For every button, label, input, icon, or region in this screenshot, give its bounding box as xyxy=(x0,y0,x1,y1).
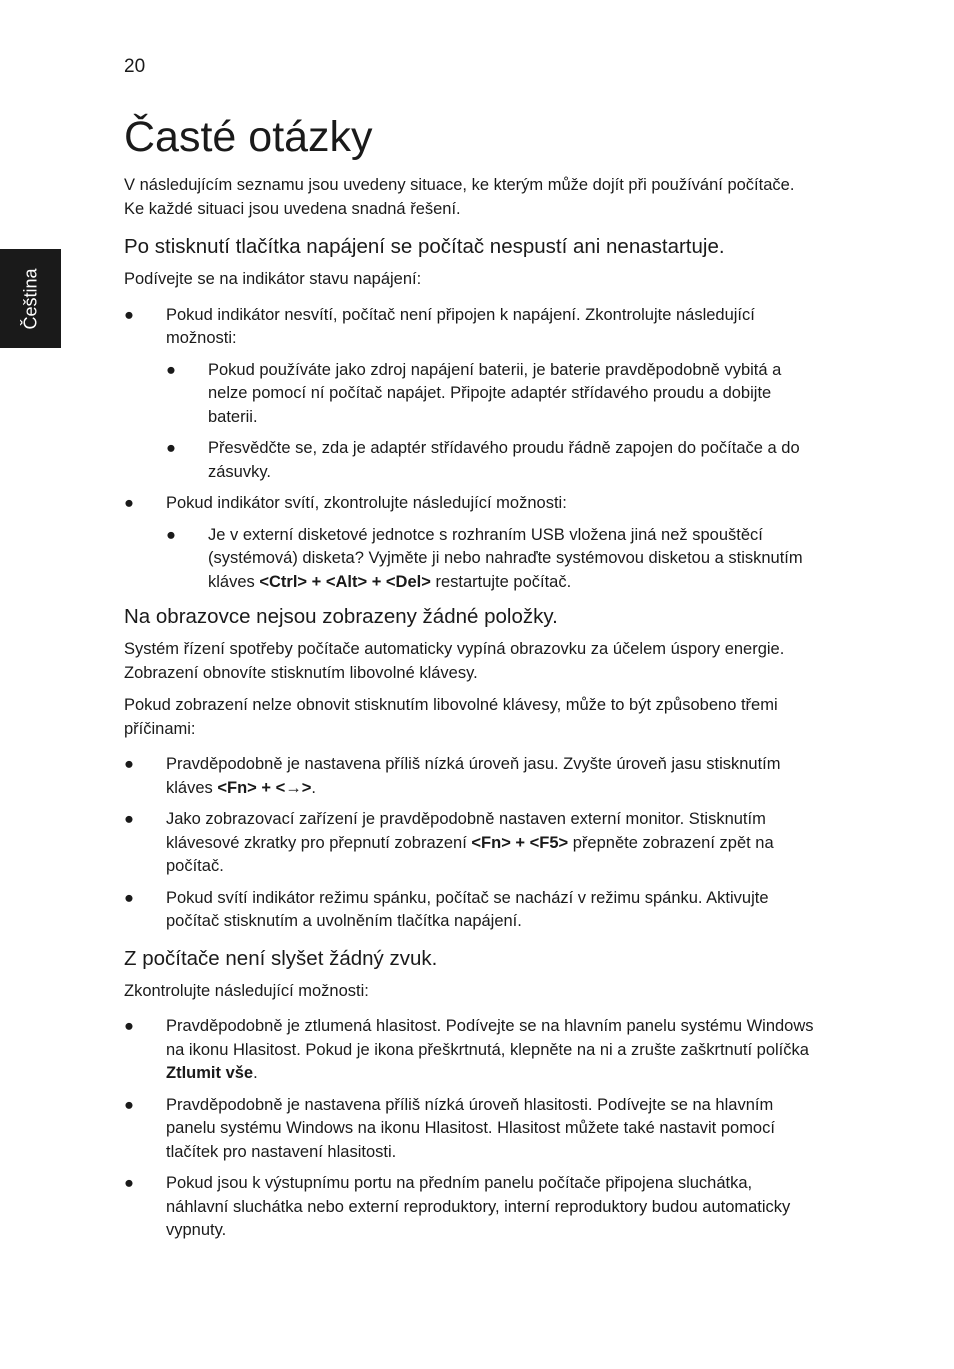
bullet-icon: ● xyxy=(124,494,134,512)
ui-label-mute-all: Ztlumit vše xyxy=(166,1064,254,1082)
page-title: Časté otázky xyxy=(124,113,373,161)
bullet-icon: ● xyxy=(124,810,134,828)
language-tab xyxy=(0,249,61,348)
key-combo: <Fn> + <→> xyxy=(217,778,312,797)
bullet-icon: ● xyxy=(166,360,176,379)
bullet-list xyxy=(124,304,814,595)
bullet-icon: ● xyxy=(124,888,134,907)
section-heading-display: Na obrazovce nejsou zobrazeny žádné položky. xyxy=(124,605,558,628)
intro-paragraph: V následujícím seznamu jsou uvedeny situace, ke kterým může dojít při používání počítače. Ke každé situaci jsou uvedena snadná řešení. xyxy=(124,176,795,218)
list-item: ● Je v externí disketové jednotce s rozhraním USB vložena jiná než spouštěcí (systémová) disketa? Vyjměte ji nebo nahraďte systémovou disketou a stisknutím kláves <Ctrl> + <Alt> + <Del> restartujte počítač. xyxy=(166,525,803,591)
sub-bullet-list xyxy=(166,524,814,595)
language-tab-label: Čeština xyxy=(20,267,40,330)
list-item: ● Pravděpodobně je nastavena příliš nízká úroveň jasu. Zvyšte úroveň jasu stisknutím kláves <Fn> + <→>. xyxy=(124,755,781,797)
list-item: ● Pokud svítí indikátor režimu spánku, počítač se nachází v režimu spánku. Aktivujte počítač stisknutím a uvolněním tlačítka napájení. xyxy=(124,888,769,930)
bullet-icon: ● xyxy=(166,525,176,544)
section-heading-sound: Z počítače není slyšet žádný zvuk. xyxy=(124,946,438,970)
bullet-list xyxy=(124,1015,814,1243)
list-item: ● Pokud indikátor svítí, zkontrolujte následující možnosti: ● Je v externí disketové jednotce s rozhraním USB vložena jiná než spouštěcí (systémová) disketa? Vyjměte ji nebo nahraďte systémovou disketou a stisknutím kláves <Ctrl> + <Alt> + <Del> restartujte počítač. xyxy=(124,492,814,594)
section-lead: Podívejte se na indikátor stavu napájení: xyxy=(124,270,422,288)
bullet-icon: ● xyxy=(124,755,134,773)
list-item: ● Přesvědčte se, zda je adaptér střídavého proudu řádně zapojen do počítače a do zásuvky. xyxy=(166,439,800,481)
key-combo: <Fn> + <F5> xyxy=(471,833,569,852)
section-paragraph: Systém řízení spotřeby počítače automaticky vypíná obrazovku za účelem úspory energie. Zobrazení obnovíte stisknutím libovolné klávesy. xyxy=(124,640,785,682)
list-item: ● Pokud používáte jako zdroj napájení baterii, je baterie pravděpodobně vybitá a nelze pomocí ní počítač napájet. Připojte adaptér střídavého proudu a dobijte baterii. xyxy=(166,360,782,426)
bullet-icon: ● xyxy=(124,1095,134,1114)
list-item: ● Jako zobrazovací zařízení je pravděpodobně nastaven externí monitor. Stisknutím klávesové zkratky pro přepnutí zobrazení <Fn> + <F5> přepněte zobrazení zpět na počítač. xyxy=(124,810,774,875)
page-content xyxy=(124,110,814,1251)
list-item: ● Pravděpodobně je ztlumená hlasitost. Podívejte se na hlavním panelu systému Windows na ikonu Hlasitost. Pokud je ikona přeškrtnutá, klepněte na ni a zrušte zaškrtnutí políčka Ztlumit vše. xyxy=(124,1017,814,1082)
section-heading-power: Po stisknutí tlačítka napájení se počítač nespustí ani nenastartuje. xyxy=(124,235,725,258)
bullet-icon: ● xyxy=(124,1174,134,1192)
bullet-icon: ● xyxy=(166,439,176,457)
page-number: 20 xyxy=(124,56,146,77)
bullet-icon: ● xyxy=(124,1017,134,1035)
list-item: ● Pokud jsou k výstupnímu portu na předním panelu počítače připojena sluchátka, náhlavní sluchátka nebo externí reproduktory, interní reproduktory budou automaticky vypnuty. xyxy=(124,1174,791,1239)
list-item: ● Pokud indikátor nesvítí, počítač není připojen k napájení. Zkontrolujte následující možnosti: ● Pokud používáte jako zdroj napájení baterii, je baterie pravděpodobně vybitá a nelze pomocí ní počítač napájet. Připojte adaptér střídavého proudu a dobijte baterii. ● Přesvědčte se, zda je adaptér střídavého proudu řádně zapojen do počítače a do zásuvky. xyxy=(124,304,814,485)
section-lead: Zkontrolujte následující možnosti: xyxy=(124,981,369,1000)
list-item: ● Pravděpodobně je nastavena příliš nízká úroveň hlasitosti. Podívejte se na hlavním panelu systému Windows na ikonu Hlasitost. Hlasitost můžete také nastavit pomocí tlačítek pro nastavení hlasitosti. xyxy=(124,1095,775,1161)
bullet-icon: ● xyxy=(124,305,134,324)
bullet-list xyxy=(124,753,814,934)
key-combo: <Ctrl> + <Alt> + <Del> xyxy=(259,572,431,591)
section-paragraph: Pokud zobrazení nelze obnovit stisknutím libovolné klávesy, může to být způsobeno třemi příčinami: xyxy=(124,696,778,738)
sub-bullet-list xyxy=(166,359,814,485)
